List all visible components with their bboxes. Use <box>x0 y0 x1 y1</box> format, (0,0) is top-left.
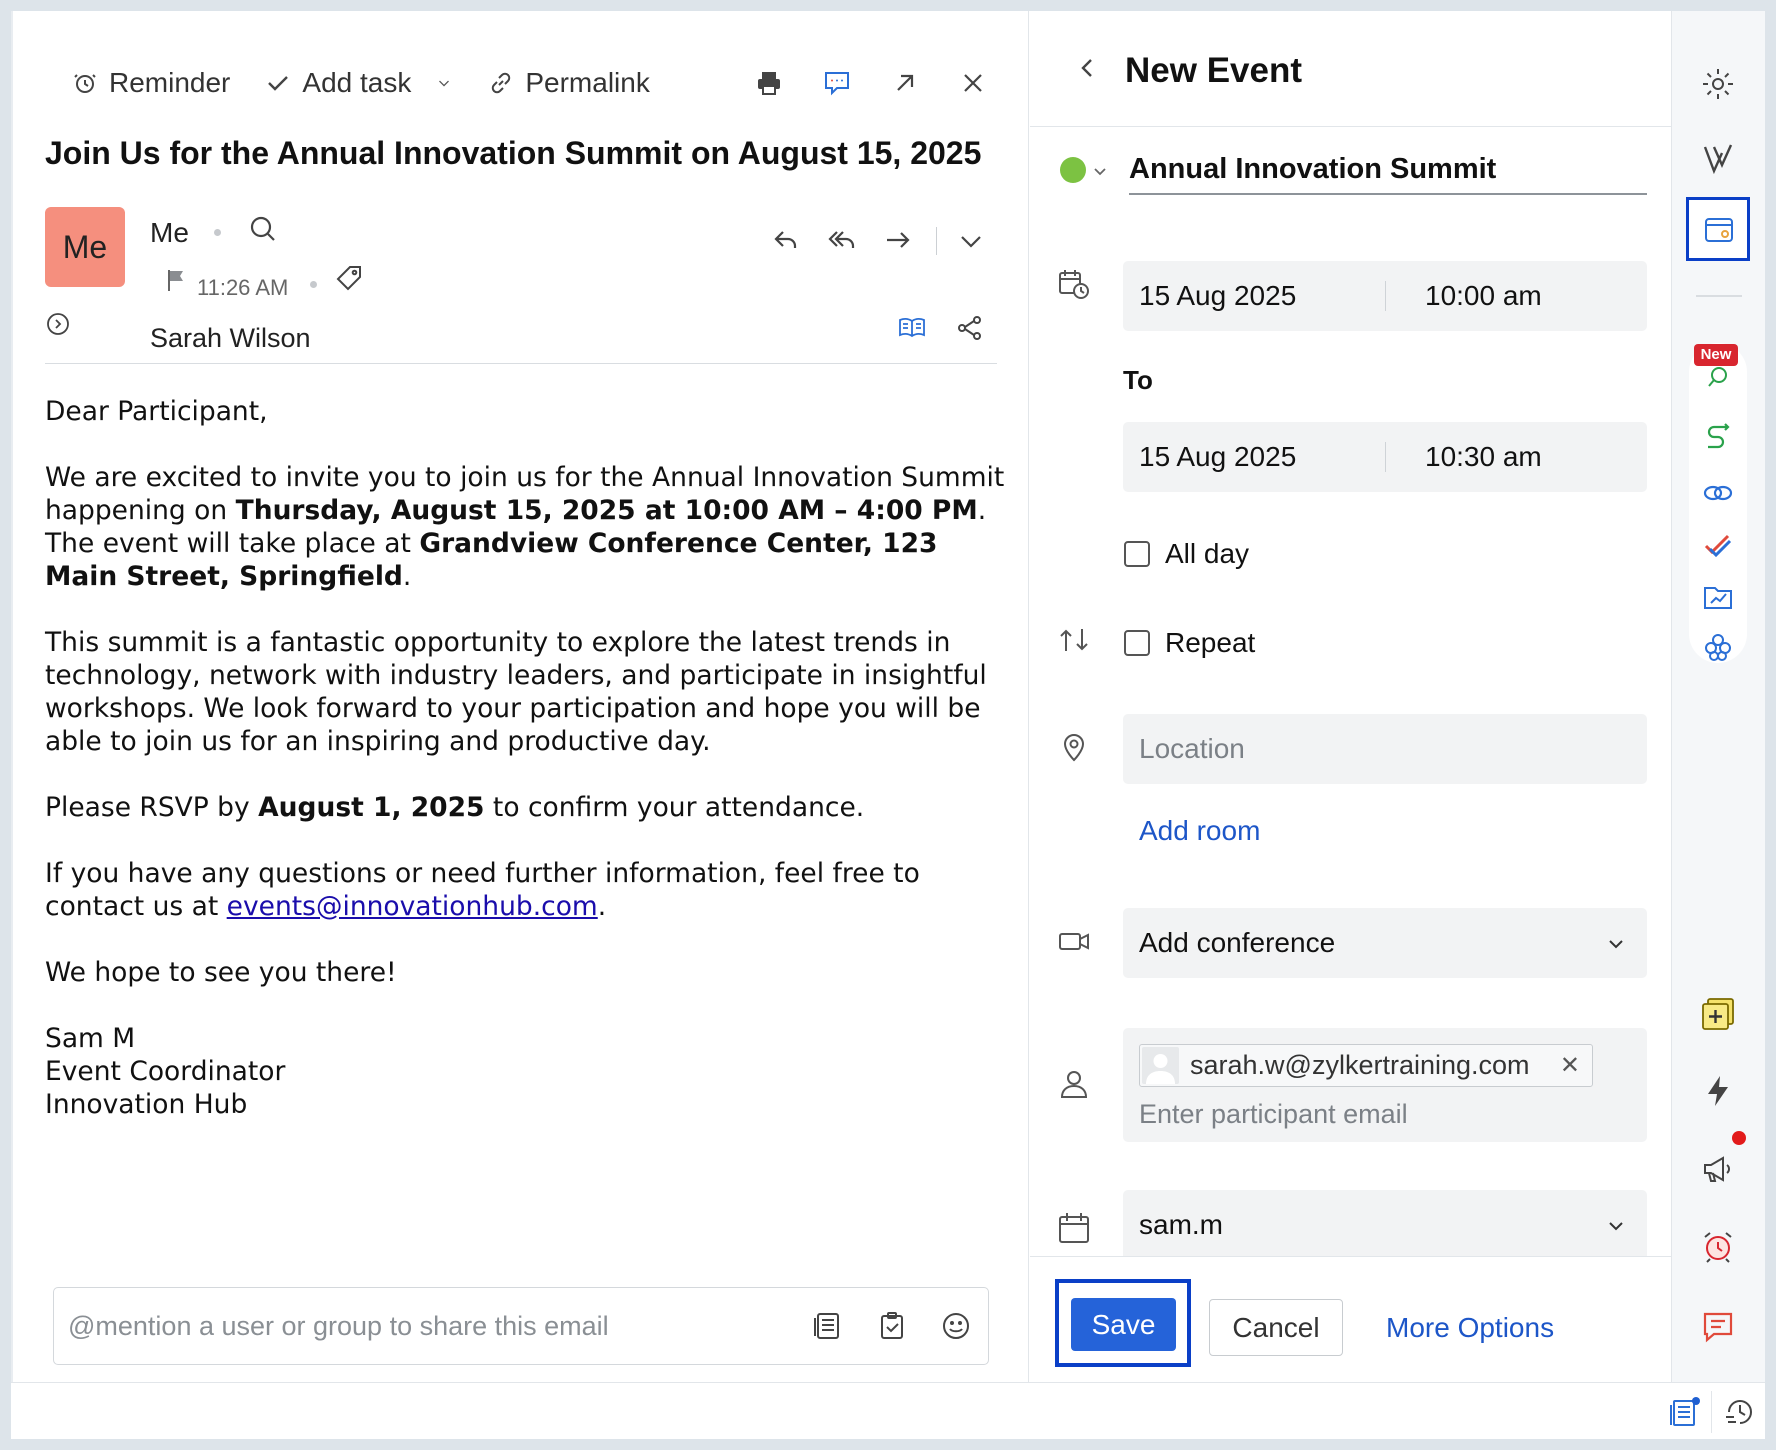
body-text: . <box>597 891 607 922</box>
reply-icon[interactable] <box>771 225 801 255</box>
calendar-select[interactable] <box>1123 1190 1647 1256</box>
header-divider <box>45 363 997 364</box>
participant-email: sarah.w@zylkertraining.com <box>1190 1050 1530 1080</box>
body-text: We are excited to invite you to join us for the Annual Innovation Summit happening on <box>45 462 1005 526</box>
analytics-folder-icon[interactable] <box>1702 581 1734 613</box>
email-subject: Join Us for the Annual Innovation Summit on August 15, 2025 <box>45 135 982 171</box>
event-footer <box>1030 1256 1671 1382</box>
participants-field <box>1123 1028 1647 1142</box>
recipient-name[interactable]: Sarah Wilson <box>150 323 311 353</box>
mention-input[interactable] <box>68 1288 768 1364</box>
event-header <box>1030 11 1671 127</box>
body-paragraph: This summit is a fantastic opportunity to explore the latest trends in technology, network with industry leaders, and participate in insightful workshops. We look forward to your participation and hope you will be able to join us for an inspiring and productive day. <box>45 627 987 757</box>
body-paragraph <box>45 791 1005 824</box>
calendar-event-button[interactable] <box>1686 197 1750 261</box>
announcement-megaphone-icon[interactable] <box>1700 1151 1736 1187</box>
body-text: If you have any questions or need further information, feel free to contact us at <box>45 858 920 922</box>
reminder-label: Reminder <box>109 67 231 98</box>
notification-dot <box>1732 1131 1746 1145</box>
location-input[interactable] <box>1123 714 1647 784</box>
forward-icon[interactable] <box>883 225 913 255</box>
share-icon[interactable] <box>955 313 985 343</box>
start-datetime <box>1123 261 1647 331</box>
mention-box <box>53 1287 989 1365</box>
body-text: to confirm your attendance. <box>484 792 865 823</box>
notes-list-icon[interactable] <box>1668 1395 1702 1429</box>
mention-actions <box>812 1310 972 1342</box>
person-icon <box>1057 1067 1091 1101</box>
email-toolbar <box>71 53 988 113</box>
email-pane <box>11 11 1029 1382</box>
event-color-picker[interactable] <box>1060 157 1086 183</box>
repeat-label: Repeat <box>1165 627 1256 658</box>
body-text: . <box>402 561 412 592</box>
notes-icon[interactable] <box>812 1310 844 1342</box>
all-day-label: All day <box>1165 538 1250 569</box>
search-icon[interactable] <box>247 213 279 245</box>
end-time[interactable]: 10:30 am <box>1425 441 1542 472</box>
lightning-icon[interactable] <box>1700 1073 1736 1109</box>
gear-icon[interactable] <box>1700 66 1736 102</box>
add-task-button[interactable] <box>264 67 453 99</box>
participant-chip[interactable] <box>1139 1044 1593 1087</box>
tag-icon[interactable] <box>333 263 365 295</box>
action-divider <box>936 227 937 255</box>
new-badge: New <box>1694 344 1738 366</box>
calendar-clock-icon <box>1057 267 1091 301</box>
chevron-down-icon[interactable] <box>1092 163 1108 179</box>
checkmark-icon <box>264 69 292 97</box>
chevron-down-icon[interactable] <box>435 74 453 92</box>
workflow-flower-icon[interactable] <box>1702 631 1734 663</box>
flag-icon[interactable] <box>163 267 189 293</box>
email-body <box>45 395 1005 1121</box>
email-link[interactable]: events@innovationhub.com <box>226 891 598 922</box>
conference-select[interactable] <box>1123 908 1647 978</box>
reading-mode-icon[interactable] <box>897 313 927 343</box>
bottom-status-bar <box>11 1382 1765 1439</box>
event-venue-text: Grandview Conference Center, 123 Main Street, Springfield <box>45 528 938 592</box>
conference-select-value: Add conference <box>1139 927 1336 958</box>
more-options-button[interactable]: More Options <box>1386 1312 1555 1343</box>
expand-details-icon[interactable] <box>45 311 71 337</box>
alarm-clock-icon <box>71 69 99 97</box>
end-datetime <box>1123 422 1647 492</box>
start-date[interactable]: 15 Aug 2025 <box>1139 280 1297 311</box>
chevron-down-icon[interactable] <box>957 227 985 255</box>
speed-history-icon[interactable] <box>1723 1395 1757 1429</box>
printer-icon[interactable] <box>754 68 784 98</box>
save-highlight <box>1055 1279 1191 1367</box>
user-silhouette-icon <box>1142 1047 1179 1084</box>
sidebar-divider <box>1696 295 1742 297</box>
alarm-clock-icon[interactable] <box>1700 1228 1736 1264</box>
event-datetime-text: Thursday, August 15, 2025 at 10:00 AM – 4:00 PM <box>235 495 978 526</box>
bottom-divider <box>1711 1391 1712 1433</box>
rsvp-date-text: August 1, 2025 <box>258 792 485 823</box>
chat-search-icon[interactable] <box>1704 363 1732 391</box>
start-time[interactable]: 10:00 am <box>1425 280 1542 311</box>
participant-avatar <box>1142 1047 1179 1084</box>
repeat-icon <box>1057 623 1091 657</box>
separator-dot <box>214 229 221 236</box>
end-date[interactable]: 15 Aug 2025 <box>1139 441 1297 472</box>
chevron-down-icon <box>1607 1217 1625 1235</box>
route-icon[interactable] <box>1702 421 1734 453</box>
calendar-icon <box>1057 1211 1091 1245</box>
back-arrow-icon[interactable] <box>1072 53 1102 83</box>
task-clipboard-icon[interactable] <box>876 1310 908 1342</box>
permalink-button[interactable] <box>487 67 649 99</box>
repeat-checkbox[interactable] <box>1124 630 1150 656</box>
calendar-select-value: sam.m <box>1139 1209 1223 1240</box>
reply-all-icon[interactable] <box>827 225 857 255</box>
video-camera-icon <box>1057 924 1091 958</box>
field-divider <box>1385 442 1386 472</box>
body-paragraph <box>45 461 1005 593</box>
email-time: 11:26 AM <box>197 275 289 300</box>
add-room-link[interactable]: Add room <box>1139 815 1261 846</box>
greeting: Dear Participant, <box>45 396 268 427</box>
right-sidebar <box>1671 11 1765 1382</box>
emoji-icon[interactable] <box>940 1310 972 1342</box>
sender-label[interactable]: Me <box>150 217 189 248</box>
field-divider <box>1385 281 1386 311</box>
body-text: Please RSVP by <box>45 792 259 823</box>
separator-dot <box>310 281 317 288</box>
new-event-pane <box>1030 11 1671 1382</box>
save-button[interactable]: Save <box>1071 1298 1176 1351</box>
participant-email-input[interactable] <box>1139 1094 1619 1134</box>
link-chain-icon[interactable] <box>1702 477 1734 509</box>
add-task-label: Add task <box>302 67 412 98</box>
chevron-down-icon <box>1607 935 1625 953</box>
body-paragraph <box>45 857 1005 923</box>
remove-participant-icon[interactable]: ✕ <box>1559 1052 1580 1079</box>
add-note-icon[interactable] <box>1700 996 1736 1032</box>
checklist-icon[interactable] <box>1702 529 1734 561</box>
page-title: New Event <box>1125 51 1302 90</box>
reminder-button[interactable] <box>71 67 230 99</box>
signature-org: Innovation Hub <box>45 1089 248 1120</box>
all-day-checkbox[interactable] <box>1124 541 1150 567</box>
app-window <box>11 11 1765 1439</box>
link-icon <box>487 69 515 97</box>
zoho-vault-icon[interactable] <box>1700 141 1736 177</box>
location-pin-icon <box>1057 729 1091 763</box>
close-icon[interactable] <box>958 68 988 98</box>
pane-edge <box>11 11 13 1382</box>
signature-title: Event Coordinator <box>45 1056 286 1087</box>
comment-icon[interactable] <box>822 68 852 98</box>
pop-out-icon[interactable] <box>890 68 920 98</box>
to-label: To <box>1123 365 1153 395</box>
cancel-button[interactable]: Cancel <box>1209 1299 1343 1356</box>
chat-message-icon[interactable] <box>1700 1309 1736 1345</box>
signature-name: Sam M <box>45 1023 136 1054</box>
calendar-event-icon <box>1701 212 1737 248</box>
avatar[interactable]: Me <box>45 207 125 287</box>
body-paragraph: We hope to see you there! <box>45 957 397 988</box>
permalink-label: Permalink <box>525 67 650 98</box>
toolbar-actions <box>754 53 988 113</box>
event-title-input[interactable] <box>1129 145 1647 195</box>
body-text: . The event will take place at <box>45 495 987 559</box>
